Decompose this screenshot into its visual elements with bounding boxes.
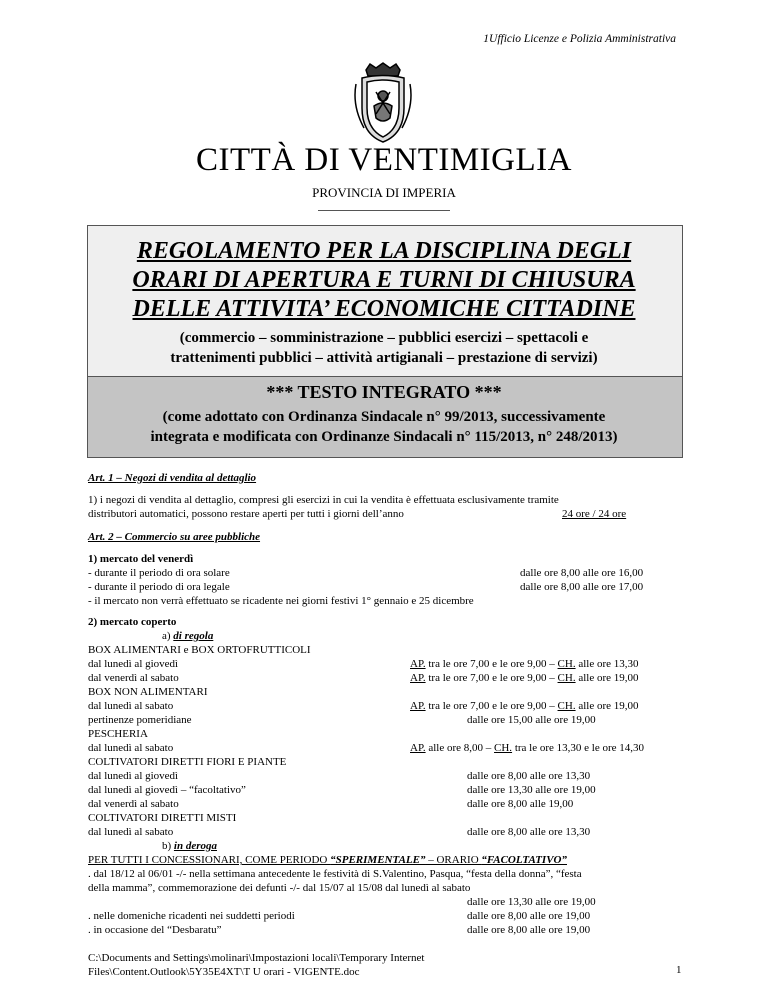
header-page-num: 1: [483, 33, 490, 45]
hours-mid: alle ore 8,00 –: [425, 742, 495, 754]
regola-label: di regola: [173, 630, 214, 642]
concess-c: – ORARIO: [425, 854, 482, 866]
ap-label: AP.: [410, 672, 426, 684]
hours-mid: tra le ore 7,00 e le ore 9,00 –: [425, 672, 558, 684]
solare-label: - durante il periodo di ora solare: [88, 567, 230, 579]
deroga-label: in deroga: [173, 840, 218, 852]
art1-hours: 24 ore / 24 ore: [562, 508, 627, 520]
domeniche-hours: dalle ore 8,00 alle ore 19,00: [467, 910, 591, 922]
festivi-note: - il mercato non verrà effettuato se ricadente nei giorni festivi 1° gennaio e 25 dicembre: [88, 595, 474, 607]
lun-gio-label: dal lunedì al giovedì: [88, 658, 179, 670]
ch-label: CH.: [557, 672, 576, 684]
subtitle2-line-2: integrata e modificata con Ordinanze Sindacali n° 115/2013, n° 248/2013): [150, 429, 618, 445]
desbaratu: . in occasione del “Desbaratu”: [88, 924, 222, 936]
title-line-3: DELLE ATTIVITA’ ECONOMICHE CITTADINE: [132, 296, 636, 322]
deroga-line-2: della mamma”, commemorazione dei defunti -/- dal 15/07 al 15/08 dal lunedì al sabato: [88, 882, 471, 894]
ch-label: CH.: [557, 658, 576, 670]
art1-heading: Art. 1 – Negozi di vendita al dettaglio: [88, 472, 257, 484]
subtitle-line-1: (commercio – somministrazione – pubblici esercizi – spettacoli e: [179, 330, 589, 346]
legale-label: - durante il periodo di ora legale: [88, 581, 230, 593]
lun-sab-hours: [410, 699, 639, 713]
lun-gio-hours: [410, 657, 639, 671]
domeniche: . nelle domeniche ricadenti nei suddetti periodi: [88, 910, 295, 922]
ap-label: AP.: [410, 658, 426, 670]
cf-facoltativo-hours: dalle ore 13,30 alle ore 19,00: [467, 784, 596, 796]
cf-lun-gio-hours: dalle ore 8,00 alle ore 13,30: [467, 770, 591, 782]
hours-mid: tra le ore 7,00 e le ore 9,00 –: [425, 658, 558, 670]
ap-label: AP.: [410, 742, 426, 754]
deroga-line-1: . dal 18/12 al 06/01 -/- nella settimana antecedente le festività di S.Valentino, Pasqua, “festa della donna”, “festa: [88, 868, 582, 880]
subtitle-line-2: trattenimenti pubblici – attività artigianali – prestazione di servizi): [170, 350, 598, 366]
pescheria-days: dal lunedì al sabato: [88, 742, 174, 754]
concess-b: “SPERIMENTALE”: [330, 854, 426, 866]
cf-ven-sab-hours: dalle ore 8,00 alle 19,00: [467, 798, 574, 810]
regola-prefix: a): [162, 630, 171, 642]
cf-facoltativo: dal lunedì al giovedì – “facoltativo”: [88, 784, 246, 796]
hours-end: alle ore 13,30: [575, 658, 639, 670]
hours-end: tra le ore 13,30 e le ore 14,30: [512, 742, 645, 754]
concessionari-line: [88, 853, 567, 867]
ven-sab-label: dal venerdì al sabato: [88, 672, 179, 684]
deroga-prefix: b): [162, 840, 172, 852]
cm-lun-sab: dal lunedì al sabato: [88, 826, 174, 838]
lun-sab-label: dal lunedì al sabato: [88, 700, 174, 712]
solare-hours: dalle ore 8,00 alle ore 16,00: [520, 567, 644, 579]
pertinenze-hours: dalle ore 15,00 alle ore 19,00: [467, 714, 596, 726]
venerdi-title: 1) mercato del venerdì: [88, 553, 194, 565]
cf-ven-sab: dal venerdì al sabato: [88, 798, 179, 810]
page-header: [483, 33, 676, 45]
divider: [318, 210, 450, 211]
deroga-heading: [162, 839, 217, 853]
legale-hours: dalle ore 8,00 alle ore 17,00: [520, 581, 644, 593]
box-non-alimentari: BOX NON ALIMENTARI: [88, 686, 208, 698]
cf-lun-gio: dal lunedì al giovedì: [88, 770, 179, 782]
ch-label: CH.: [494, 742, 513, 754]
header-office: Ufficio Licenze e Polizia Amministrativa: [489, 33, 676, 45]
coat-of-arms-icon: [352, 62, 414, 144]
deroga-hours: dalle ore 13,30 alle ore 19,00: [467, 896, 596, 908]
city-name: CITTÀ DI VENTIMIGLIA: [196, 142, 572, 178]
hours-end: alle ore 19,00: [575, 700, 639, 712]
title-line-2: ORARI DI APERTURA E TURNI DI CHIUSURA: [132, 267, 636, 293]
concess-a: PER TUTTI I CONCESSIONARI, COME PERIODO: [88, 854, 331, 866]
pescheria: PESCHERIA: [88, 728, 148, 740]
concess-d: “FACOLTATIVO”: [481, 854, 567, 866]
coltivatori-misti: COLTIVATORI DIRETTI MISTI: [88, 812, 237, 824]
testo-integrato: *** TESTO INTEGRATO ***: [266, 382, 502, 402]
ven-sab-hours: [410, 671, 639, 685]
box-alimentari: BOX ALIMENTARI e BOX ORTOFRUTTICOLI: [88, 644, 311, 656]
hours-mid: tra le ore 7,00 e le ore 9,00 –: [425, 700, 558, 712]
regola-heading: [162, 629, 213, 643]
title-line-1: REGOLAMENTO PER LA DISCIPLINA DEGLI: [136, 238, 632, 264]
pescheria-hours: [410, 741, 644, 755]
art1-text-1: 1) i negozi di vendita al dettaglio, compresi gli esercizi in cui la vendita è effettuata esclusivamente tramite: [88, 494, 559, 506]
footer-path-line-1: C:\Documents and Settings\molinari\Impostazioni locali\Temporary Internet: [88, 952, 425, 964]
cm-lun-sab-hours: dalle ore 8,00 alle ore 13,30: [467, 826, 591, 838]
subtitle2-line-1: (come adottato con Ordinanza Sindacale n° 99/2013, successivamente: [162, 409, 606, 425]
art2-heading: Art. 2 – Commercio su aree pubbliche: [88, 531, 261, 543]
page-number: 1: [676, 964, 682, 976]
coltivatori-fiori: COLTIVATORI DIRETTI FIORI E PIANTE: [88, 756, 287, 768]
province-name: PROVINCIA DI IMPERIA: [312, 185, 456, 200]
footer-path-line-2: Files\Content.Outlook\5Y35E4XT\T U orari - VIGENTE.doc: [88, 966, 360, 978]
ch-label: CH.: [557, 700, 576, 712]
art1-text-2: distributori automatici, possono restare aperti per tutti i giorni dell’anno: [88, 508, 404, 520]
pertinenze-label: pertinenze pomeridiane: [88, 714, 192, 726]
coperto-title: 2) mercato coperto: [88, 616, 177, 628]
hours-end: alle ore 19,00: [575, 672, 639, 684]
desbaratu-hours: dalle ore 8,00 alle ore 19,00: [467, 924, 591, 936]
ap-label: AP.: [410, 700, 426, 712]
footer-path: [88, 951, 425, 979]
